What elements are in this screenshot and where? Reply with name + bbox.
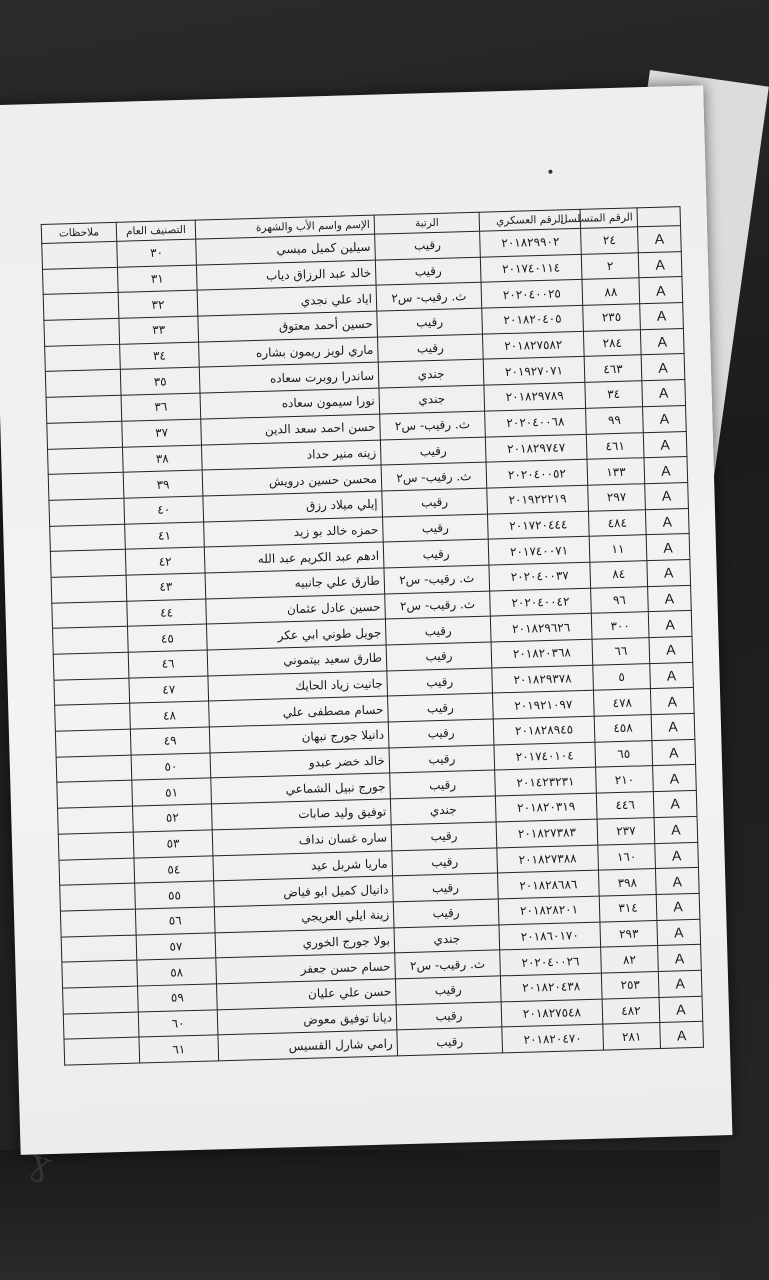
row-mark: A: [650, 688, 694, 715]
row-name: خالد خضر عبدو: [210, 748, 390, 779]
row-notes: [53, 627, 129, 655]
header-name: الإسم واسم الأب والشهرة: [195, 215, 374, 239]
row-notes: [50, 549, 126, 577]
row-serial: ٢٣٥: [583, 304, 641, 331]
row-rank: رقيب: [391, 822, 497, 851]
row-general-classification: ٤٦: [128, 650, 208, 678]
header-general-classification: التصنيف العام: [116, 220, 195, 241]
row-general-classification: ٤١: [125, 522, 205, 550]
handwritten-mark: ɣ: [24, 1141, 57, 1187]
row-general-classification: ٤٣: [126, 573, 206, 601]
header-rank: الرتبة: [374, 212, 479, 234]
row-general-classification: ٣٩: [123, 470, 203, 498]
row-serial: ٨٤: [590, 561, 648, 588]
row-notes: [53, 652, 129, 680]
row-rank: رقيب: [396, 1002, 502, 1031]
row-general-classification: ٥٦: [135, 907, 215, 935]
row-rank: رقيب: [375, 231, 481, 260]
row-serial: ٥: [593, 663, 651, 690]
row-notes: [49, 498, 125, 526]
row-notes: [55, 729, 131, 757]
row-military-number: ٢٠٢٠٤٠٠٦٨: [485, 408, 587, 436]
row-serial: ١٣٣: [587, 458, 645, 485]
row-general-classification: ٤٩: [130, 727, 210, 755]
row-name: ساندرا روبرت سعاده: [199, 363, 379, 394]
row-military-number: ٢٠١٨٢٩٧٤٧: [485, 434, 587, 462]
row-notes: [60, 909, 136, 937]
row-notes: [64, 1037, 140, 1065]
row-name: نورا سيمون سعاده: [200, 388, 380, 419]
row-military-number: ٢٠١٨٢٧٣٨٨: [497, 845, 599, 873]
roster-table: [41, 206, 704, 1066]
row-mark: A: [653, 765, 697, 792]
row-serial: ٢١٠: [596, 766, 654, 793]
row-mark: A: [640, 303, 684, 330]
row-mark: A: [647, 559, 691, 586]
row-general-classification: ٥٢: [133, 804, 213, 832]
row-military-number: ٢٠١٨٢٨٦٨٦: [498, 870, 600, 898]
row-rank: رقيب: [390, 770, 496, 799]
row-general-classification: ٥١: [132, 778, 212, 806]
row-mark: A: [654, 816, 698, 843]
row-military-number: ٢٠٢٠٤٠٠٤٢: [490, 588, 592, 616]
row-name: حسام مصطفى علي: [209, 696, 389, 727]
row-mark: A: [640, 328, 684, 355]
row-name: حمزه خالد بو زيد: [204, 517, 384, 548]
row-rank: رقيب: [378, 334, 484, 363]
row-military-number: ٢٠١٨٢٩٩٠٢: [480, 228, 582, 256]
row-serial: ٢٥٣: [601, 971, 659, 998]
row-general-classification: ٦٠: [138, 1009, 218, 1037]
row-serial: ٦٥: [595, 740, 653, 767]
row-military-number: ٢٠١٨٢٨٩٤٥: [493, 716, 595, 744]
row-serial: ٢٩٣: [600, 920, 658, 947]
header-military-number: الرقم العسكري: [479, 209, 580, 231]
row-serial: ٨٢: [601, 946, 659, 973]
row-general-classification: ٣٠: [117, 239, 197, 267]
row-serial: ٤٧٨: [593, 689, 651, 716]
row-rank: رقيب: [375, 257, 481, 286]
row-serial: ٢٩٧: [588, 484, 646, 511]
row-mark: A: [655, 868, 699, 895]
row-military-number: ٢٠١٨٢٠٣١٩: [495, 793, 597, 821]
row-general-classification: ٤٢: [125, 547, 205, 575]
row-serial: ٤٦١: [586, 432, 644, 459]
row-name: حسام حسن جعفر: [216, 953, 396, 984]
row-mark: A: [645, 508, 689, 535]
row-mark: A: [657, 919, 701, 946]
row-military-number: ٢٠١٧٤٠٠٧١: [488, 537, 590, 565]
row-notes: [54, 678, 130, 706]
row-mark: A: [646, 534, 690, 561]
row-general-classification: ٤٤: [127, 599, 207, 627]
row-rank: جندي: [378, 360, 484, 389]
row-serial: ٤٥٨: [594, 715, 652, 742]
row-serial: ٣٠٠: [591, 612, 649, 639]
row-general-classification: ٣٦: [121, 393, 201, 421]
row-rank: رقيب: [395, 976, 501, 1005]
row-mark: A: [656, 893, 700, 920]
row-military-number: ٢٠١٨٢٠٣٦٨: [491, 639, 593, 667]
row-name: جورج نبيل الشماعي: [211, 773, 391, 804]
row-general-classification: ٥٥: [135, 881, 215, 909]
row-name: ديانا توفيق معوض: [217, 1004, 397, 1035]
row-military-number: ٢٠١٨٢٨٢٠١: [498, 896, 600, 924]
row-notes: [43, 293, 119, 321]
row-notes: [58, 832, 134, 860]
row-rank: رقيب: [393, 899, 499, 928]
row-general-classification: ٣٢: [118, 290, 198, 318]
row-general-classification: ٥٠: [131, 753, 211, 781]
row-notes: [44, 318, 120, 346]
row-notes: [55, 704, 131, 732]
row-rank: جندي: [379, 385, 485, 414]
row-name: طارق سعيد بيتموني: [207, 645, 387, 676]
table-body: [42, 226, 704, 1066]
row-notes: [56, 755, 132, 783]
row-military-number: ٢٠١٧٤٠١٠٤: [494, 742, 596, 770]
row-general-classification: ٤٠: [124, 496, 204, 524]
row-mark: A: [643, 405, 687, 432]
row-serial: ٨٨: [582, 278, 640, 305]
desk-surface: [0, 1150, 720, 1280]
row-notes: [59, 858, 135, 886]
row-military-number: ٢٠١٨٢٩٣٧٨: [492, 665, 594, 693]
row-serial: ٩٦: [591, 586, 649, 613]
row-rank: رقيب: [389, 745, 495, 774]
row-mark: A: [655, 842, 699, 869]
row-general-classification: ٥٩: [138, 984, 218, 1012]
row-rank: رقيب: [388, 693, 494, 722]
row-name: بولا جورج الخوري: [215, 927, 395, 958]
row-military-number: ٢٠١٨٢٩٦٢٦: [490, 614, 592, 642]
row-notes: [42, 267, 118, 295]
row-name: ماريا شربل عيد: [213, 850, 393, 881]
row-general-classification: ٣٥: [120, 368, 200, 396]
document-page: [0, 85, 732, 1187]
row-name: دانيلا جورج نبهان: [209, 722, 389, 753]
row-mark: A: [643, 431, 687, 458]
row-general-classification: ٤٧: [129, 676, 209, 704]
row-general-classification: ٥٤: [134, 855, 214, 883]
row-military-number: ٢٠١٨٢٧٥٤٨: [501, 999, 603, 1027]
row-mark: A: [641, 354, 685, 381]
row-military-number: ٢٠١٤٢٣٢٣١: [495, 768, 597, 796]
row-military-number: ٢٠١٩٢١٠٩٧: [493, 691, 595, 719]
row-name: حسين عادل عثمان: [206, 594, 386, 625]
row-serial: ٢٨١: [603, 1023, 661, 1050]
row-serial: ٢: [581, 252, 639, 279]
row-name: رامي شارل القسيس: [218, 1030, 398, 1061]
row-notes: [63, 986, 139, 1014]
row-notes: [57, 781, 133, 809]
row-military-number: ٢٠١٧٢٠٤٤٤: [487, 511, 589, 539]
row-rank: ث. رقيب- س٢: [395, 950, 501, 979]
row-rank: جندي: [394, 924, 500, 953]
row-mark: A: [639, 277, 683, 304]
row-name: خالد عبد الرزاق دياب: [196, 260, 376, 291]
row-rank: ث. رقيب- س٢: [385, 591, 491, 620]
row-notes: [45, 370, 121, 398]
row-military-number: ٢٠٢٠٤٠٠٢٥: [481, 280, 583, 308]
row-military-number: ٢٠١٨٢٧٣٨٣: [496, 819, 598, 847]
row-mark: A: [645, 482, 689, 509]
row-military-number: ٢٠١٩٢٧٠٧١: [483, 357, 585, 385]
row-rank: رقيب: [383, 539, 489, 568]
row-notes: [42, 241, 118, 269]
row-military-number: ٢٠٢٠٤٠٠٥٢: [486, 459, 588, 487]
row-serial: ٣٩٨: [598, 869, 656, 896]
row-name: ساره غسان نداف: [212, 825, 392, 856]
row-military-number: ٢٠٢٠٤٠٠٣٧: [489, 562, 591, 590]
row-notes: [46, 395, 122, 423]
row-name: اياد علي نجدي: [197, 285, 377, 316]
row-serial: ٩٩: [586, 407, 644, 434]
row-serial: ٦٦: [592, 638, 650, 665]
row-rank: رقيب: [397, 1027, 503, 1056]
row-name: حسن احمد سعد الدين: [201, 414, 381, 445]
row-serial: ٢٨٤: [583, 330, 641, 357]
row-name: جانيت زياد الحايك: [208, 671, 388, 702]
row-military-number: ٢٠١٨٢٠٤٠٥: [482, 305, 584, 333]
header-serial: الرقم المتسلسل: [580, 208, 638, 229]
row-notes: [51, 575, 127, 603]
row-serial: ٣٤: [585, 381, 643, 408]
row-mark: A: [651, 713, 695, 740]
row-rank: رقيب: [388, 719, 494, 748]
row-notes: [45, 344, 121, 372]
row-name: سيلين كميل ميسي: [196, 234, 376, 265]
row-rank: رقيب: [387, 668, 493, 697]
row-rank: ث. رقيب- س٢: [380, 411, 486, 440]
row-mark: A: [648, 585, 692, 612]
row-name: إيلي ميلاد رزق: [203, 491, 383, 522]
row-notes: [50, 524, 126, 552]
row-name: حسين أحمد معتوق: [198, 311, 378, 342]
row-serial: ٤٨٤: [588, 509, 646, 536]
header-notes: ملاحظات: [41, 222, 117, 243]
row-mark: A: [638, 251, 682, 278]
row-mark: A: [660, 1022, 704, 1049]
row-notes: [48, 472, 124, 500]
row-notes: [47, 421, 123, 449]
row-notes: [60, 883, 136, 911]
row-military-number: ٢٠١٧٤٠١١٤: [480, 254, 582, 282]
row-notes: [61, 935, 137, 963]
row-name: ماري لويز ريمون بشاره: [199, 337, 379, 368]
row-general-classification: ٣١: [117, 265, 197, 293]
row-mark: A: [652, 739, 696, 766]
row-mark: A: [658, 945, 702, 972]
row-rank: رقيب: [383, 514, 489, 543]
row-military-number: ٢٠١٨٢٩٧٨٩: [484, 382, 586, 410]
ink-dot: [548, 170, 552, 174]
row-notes: [58, 806, 134, 834]
row-serial: ١١: [589, 535, 647, 562]
row-rank: رقيب: [385, 616, 491, 645]
row-general-classification: ٥٨: [137, 958, 217, 986]
row-name: دانيال كميل ابو فياض: [214, 876, 394, 907]
row-name: زينه منير حداد: [201, 440, 381, 471]
row-mark: A: [659, 996, 703, 1023]
row-mark: A: [653, 790, 697, 817]
row-military-number: ٢٠٢٠٤٠٠٢٦: [500, 947, 602, 975]
row-serial: ٤٨٢: [602, 997, 660, 1024]
row-general-classification: ٣٧: [122, 419, 202, 447]
row-rank: رقيب: [377, 308, 483, 337]
row-notes: [52, 601, 128, 629]
header-mark-column: [637, 207, 681, 227]
row-mark: A: [638, 226, 682, 253]
row-rank: رقيب: [393, 873, 499, 902]
row-rank: رقيب: [380, 437, 486, 466]
row-military-number: ٢٠١٨٢٠٤٧٠: [502, 1024, 604, 1052]
row-military-number: ٢٠١٨٦٠١٧٠: [499, 922, 601, 950]
row-name: ادهم عبد الكريم عبد الله: [204, 542, 384, 573]
row-general-classification: ٣٣: [119, 316, 199, 344]
row-military-number: ٢٠١٨٢٧٥٨٢: [482, 331, 584, 359]
row-general-classification: ٣٨: [122, 445, 202, 473]
row-mark: A: [648, 611, 692, 638]
row-serial: ٢٣٧: [597, 817, 655, 844]
row-serial: ٢٤: [581, 227, 639, 254]
row-general-classification: ٥٧: [136, 932, 216, 960]
row-general-classification: ٤٨: [130, 701, 210, 729]
row-general-classification: ٦١: [139, 1035, 219, 1063]
row-general-classification: ٤٥: [127, 624, 207, 652]
row-name: توفيق وليد صابات: [211, 799, 391, 830]
row-rank: جندي: [390, 796, 496, 825]
row-notes: [63, 1012, 139, 1040]
row-mark: A: [650, 662, 694, 689]
row-rank: ث. رقيب- س٢: [384, 565, 490, 594]
row-mark: A: [649, 636, 693, 663]
row-general-classification: ٥٣: [133, 830, 213, 858]
row-notes: [48, 447, 124, 475]
row-name: طارق علي جانبيه: [205, 568, 385, 599]
row-mark: A: [658, 970, 702, 997]
row-serial: ٣١٤: [599, 894, 657, 921]
row-general-classification: ٣٤: [120, 342, 200, 370]
row-name: محسن حسين درويش: [202, 465, 382, 496]
row-military-number: ٢٠١٩٢٢٢١٩: [487, 485, 589, 513]
row-mark: A: [642, 380, 686, 407]
row-notes: [62, 960, 138, 988]
row-military-number: ٢٠١٨٢٠٤٣٨: [500, 973, 602, 1001]
row-serial: ٤٦٣: [584, 355, 642, 382]
row-serial: ١٦٠: [598, 843, 656, 870]
row-mark: A: [644, 457, 688, 484]
row-name: حسن علي علیان: [217, 979, 397, 1010]
row-rank: رقيب: [382, 488, 488, 517]
row-name: جويل طوني ابي عكر: [206, 619, 386, 650]
row-rank: رقيب: [392, 847, 498, 876]
row-rank: ث. رقيب- س٢: [381, 462, 487, 491]
row-serial: ٤٤٦: [596, 792, 654, 819]
row-name: زينة ايلي العريجي: [214, 902, 394, 933]
row-rank: رقيب: [386, 642, 492, 671]
row-rank: ث. رقيب- س٢: [376, 283, 482, 312]
